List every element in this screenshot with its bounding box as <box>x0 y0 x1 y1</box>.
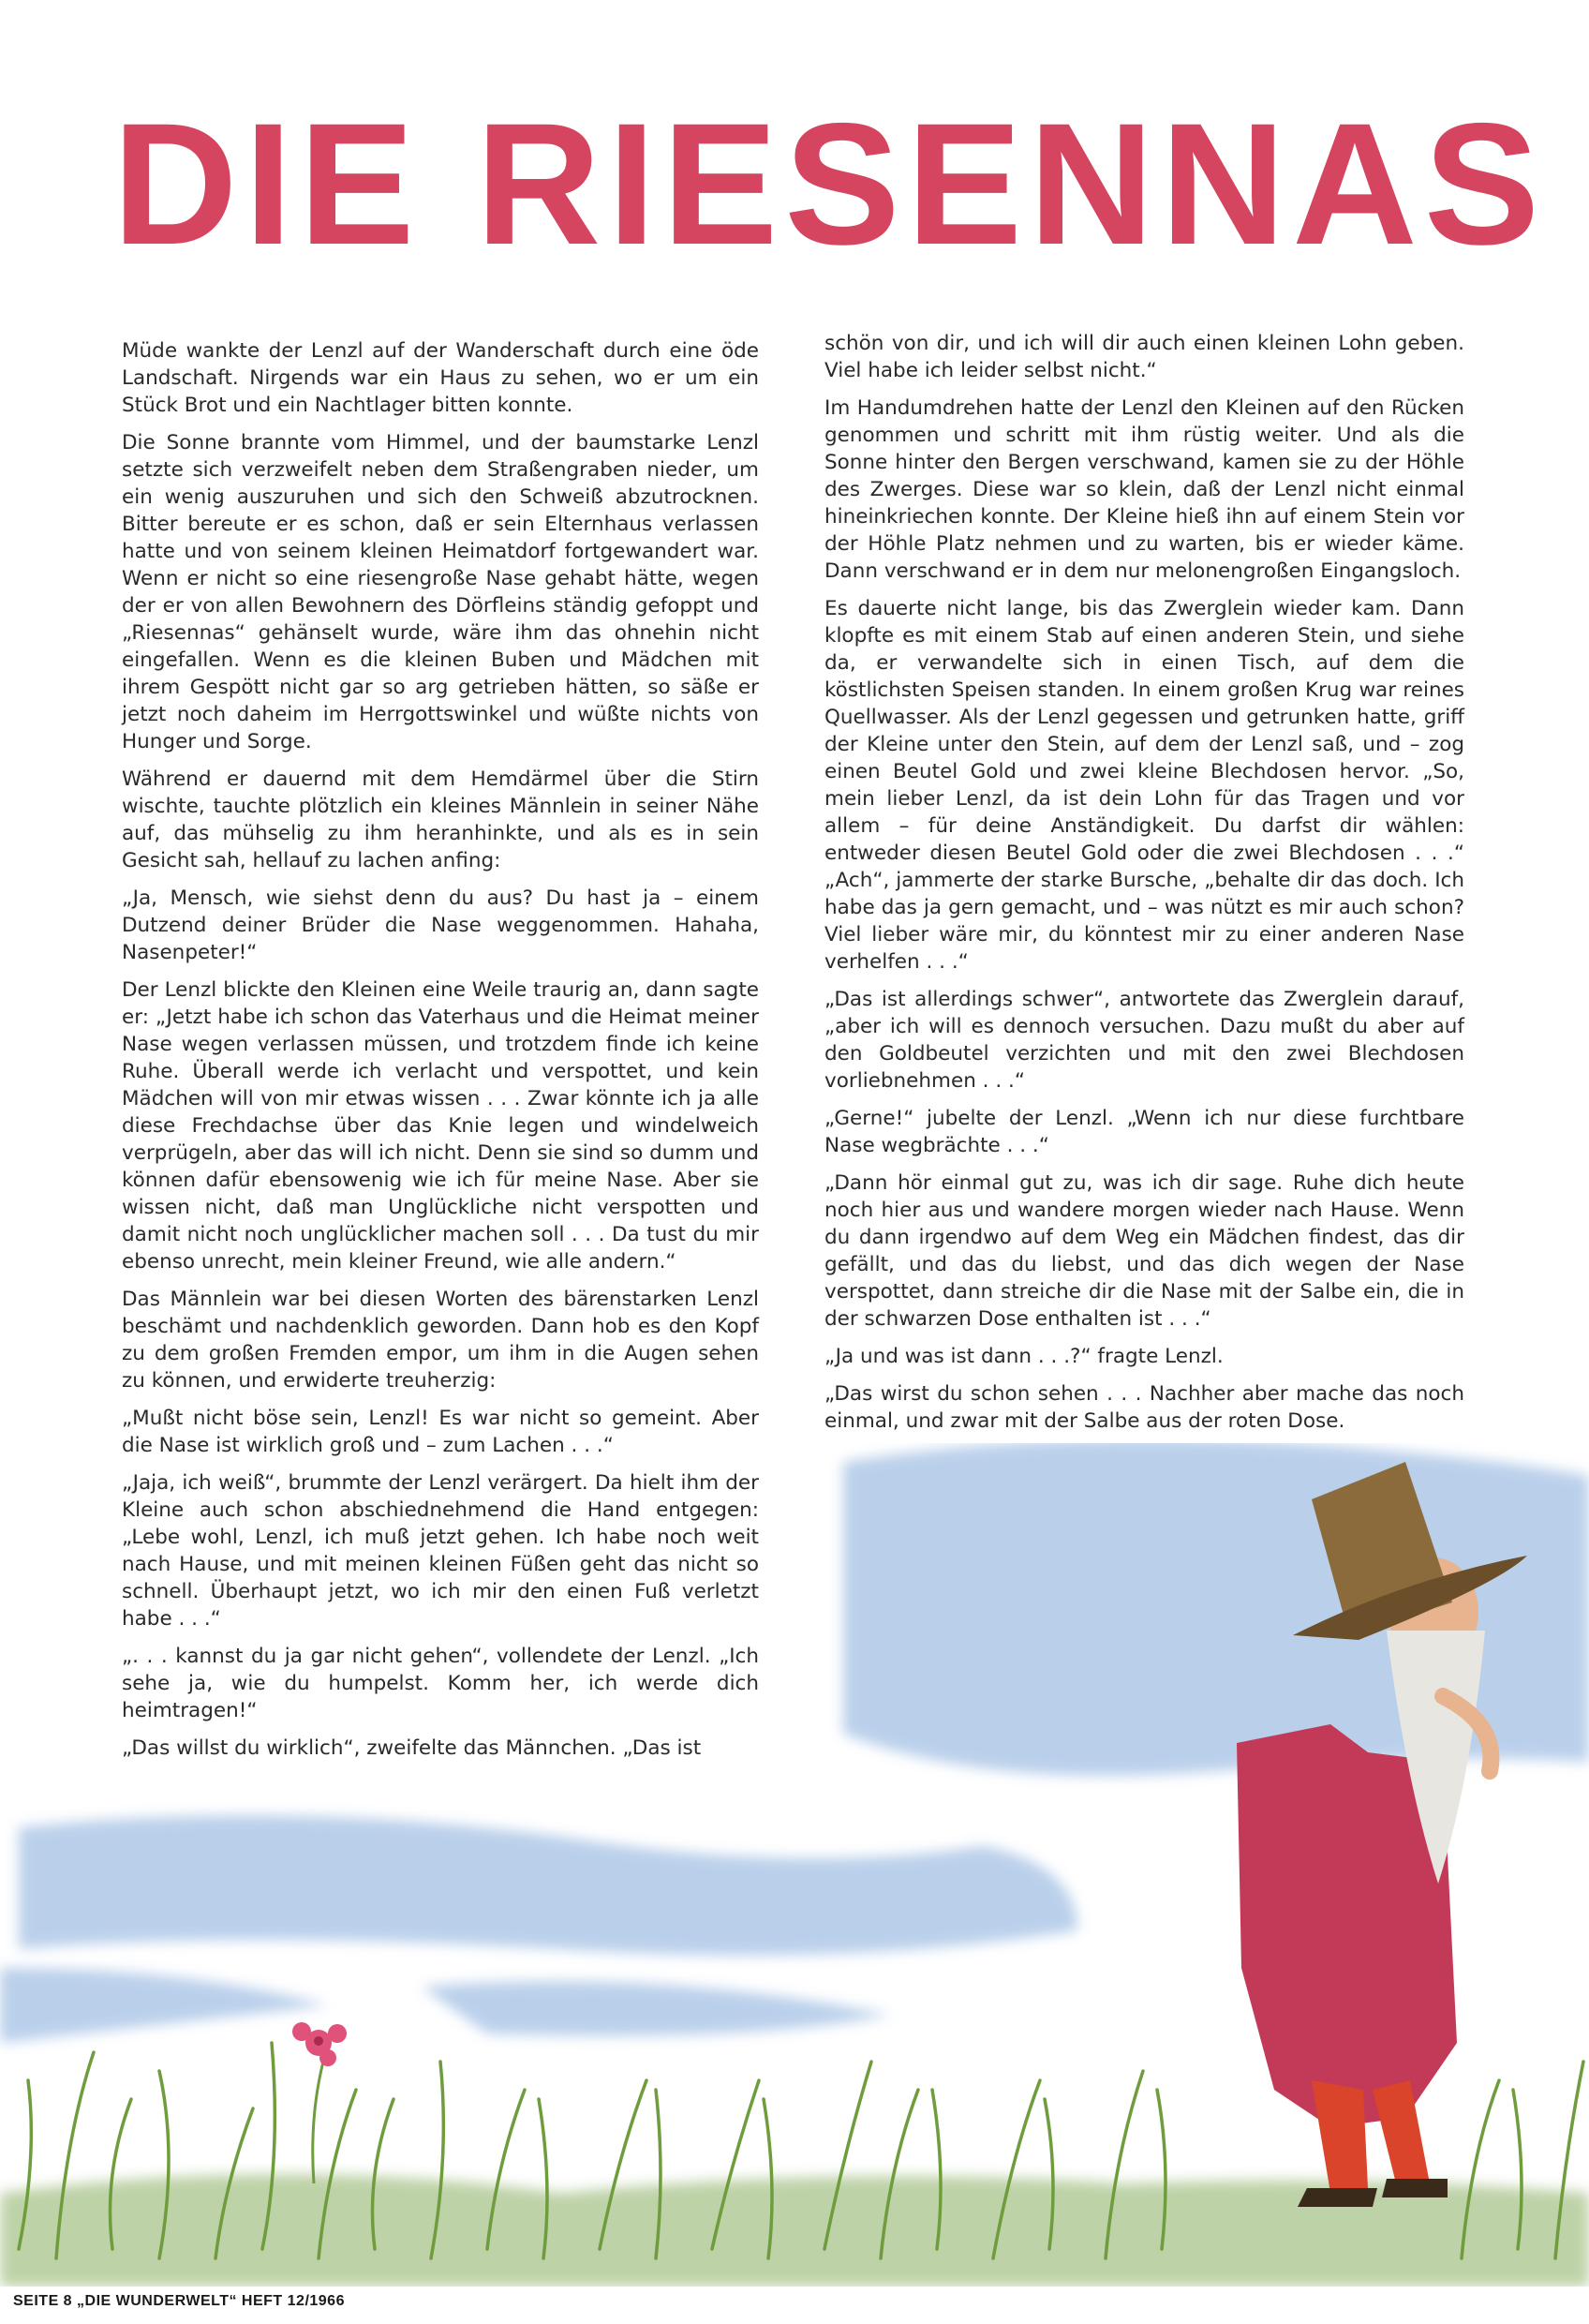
text-column-right <box>824 330 1464 1445</box>
paragraph: Während er dauernd mit dem Hemdärmel über die Stirn wischte, tauchte plötzlich ein kleines Männlein in seiner Nähe auf, das mühselig zu ihm heranhinkte, und als es in sein Gesicht sah, hellauf zu lachen anfing: <box>122 767 759 872</box>
paragraph: Die Sonne brannte vom Himmel, und der baumstarke Lenzl setzte sich verzweifelt neben dem Straßengraben nieder, um ein wenig auszuruhen und sich den Schweiß abzutrocknen. Bitter bereute er es schon, daß er sein Elternhaus verlassen hatte und von seinem kleinen Heimatdorf fortgewandert war. Wenn er nicht so eine riesengroße Nase gehabt hätte, wegen der er von allen Bewohnern des Dörfleins ständig gefoppt und „Riesennas“ gehänselt wurde, wäre ihm das ohnehin nicht eingefallen. Wenn es die kleinen Buben und Mädchen mit ihrem Gespött nicht gar so arg getrieben hätten, so säße er jetzt noch daheim im Herrgottswinkel und wüßte nichts von Hunger und Sorge. <box>122 431 759 753</box>
paragraph: „Dann hör einmal gut zu, was ich dir sage. Ruhe dich heute noch hier aus und wandere morgen wieder nach Hause. Wenn du dann irgendwo auf dem Weg ein Mädchen findest, das dir gefällt, und das du liebst, und das dich wegen der Nase verspottet, dann streiche dir die Nase mit der Salbe ein, die in der schwarzen Dose enthalten ist . . .“ <box>824 1171 1464 1331</box>
paragraph: „Jaja, ich weiß“, brummte der Lenzl verärgert. Da hielt ihm der Kleine auch schon abschiednehmend die Hand entgegen: „Lebe wohl, Lenzl, ich muß jetzt gehen. Ich habe noch weit nach Hause, und mit meinen kleinen Füßen geht das nicht so schnell. Überhaupt jetzt, wo ich mir den einen Fuß verletzt habe . . .“ <box>122 1471 759 1631</box>
paragraph: „Gerne!“ jubelte der Lenzl. „Wenn ich nur diese furchtbare Nase wegbrächte . . .“ <box>824 1107 1464 1157</box>
paragraph: „Das ist allerdings schwer“, antwortete das Zwerglein darauf, „aber ich will es dennoch versuchen. Dazu mußt du aber auf den Goldbeutel verzichten und mit den zwei Blechdosen vorliebnehmen . . .“ <box>824 988 1464 1093</box>
paragraph: schön von dir, und ich will dir auch einen kleinen Lohn geben. Viel habe ich leider selbst nicht.“ <box>824 332 1464 382</box>
page-title: DIE RIESENNAS <box>112 88 1547 281</box>
paragraph: Es dauerte nicht lange, bis das Zwerglein wieder kam. Dann klopfte es mit einem Stab auf einen anderen Stein, und siehe da, er verwandelte sich in einen Tisch, auf dem die köstlichsten Speisen standen. In einem großen Krug war reines Quellwasser. Als der Lenzl gegessen und getrunken hatte, griff der Kleine unter den Stein, auf dem der Lenzl saß, und – zog einen Beutel Gold und zwei kleine Blechdosen hervor. „So, mein lieber Lenzl, da ist dein Lohn für das Tragen und vor allem – für deine Anständigkeit. Du darfst dir wählen: entweder diesen Beutel Gold oder die zwei Blechdosen . . .“ „Ach“, jammerte der starke Bursche, „behalte dir das doch. Ich habe das ja gern gemacht, und – was nützt es mir auch schon? Viel lieber wäre mir, du könntest mir zu einer anderen Nase verhelfen . . .“ <box>824 597 1464 974</box>
paragraph: Das Männlein war bei diesen Worten des bärenstarken Lenzl beschämt und nachdenklich geworden. Dann hob es den Kopf zu dem großen Fremden empor, um ihm in die Augen sehen zu können, und erwiderte treuherzig: <box>122 1288 759 1393</box>
paragraph: „Ja, Mensch, wie siehst denn du aus? Du hast ja – einem Dutzend deiner Brüder die Nase weggenommen. Hahaha, Nasenpeter!“ <box>122 886 759 964</box>
paragraph: Müde wankte der Lenzl auf der Wanderschaft durch eine öde Landschaft. Nirgends war ein Haus zu sehen, wo er um ein Stück Brot und ein Nachtlager bitten konnte. <box>122 339 759 417</box>
paragraph: Im Handumdrehen hatte der Lenzl den Kleinen auf den Rücken genommen und schritt mit ihm rüstig weiter. Und als die Sonne hinter den Bergen verschwand, kamen sie zu der Höhle des Zwerges. Diese war so klein, daß der Lenzl nicht einmal hineinkriechen konnte. Der Kleine hieß ihn auf einem Stein vor der Höhle Platz nehmen und zu warten, bis er wieder käme. Dann verschwand er in dem nur melonengroßen Eingangsloch. <box>824 396 1464 583</box>
dwarf-meadow-illustration <box>0 1443 1589 2287</box>
paragraph: „Das wirst du schon sehen . . . Nachher aber mache das noch einmal, und zwar mit der Salbe aus der roten Dose. <box>824 1382 1464 1433</box>
paragraph: „. . . kannst du ja gar nicht gehen“, vollendete der Lenzl. „Ich sehe ja, wie du humpelst. Komm her, ich werde dich heimtragen!“ <box>122 1645 759 1722</box>
paragraph: Der Lenzl blickte den Kleinen eine Weile traurig an, dann sagte er: „Jetzt habe ich schon das Vaterhaus und die Heimat meiner Nase wegen verlassen müssen, und trotzdem finde ich keine Ruhe. Überall werde ich verlacht und verspottet, und kein Mädchen will von mir etwas wissen . . . Zwar könnte ich ja alle diese Frechdachse über das Knie legen und windelweich verprügeln, aber das will ich nicht. Denn sie sind so dumm und können dafür ebensowenig wie ich für meine Nase. Aber sie wissen nicht, daß man Unglückliche nicht verspotten und damit nicht noch unglücklicher machen soll . . . Da tust du mir ebenso unrecht, mein kleiner Freund, wie alle andern.“ <box>122 978 759 1274</box>
flower-illustration <box>292 2022 347 2183</box>
paragraph: „Ja und was ist dann . . .?“ fragte Lenzl. <box>824 1345 1224 1368</box>
paragraph: „Mußt nicht böse sein, Lenzl! Es war nicht so gemeint. Aber die Nase ist wirklich groß und – zum Lachen . . .“ <box>122 1407 759 1457</box>
page-footer: SEITE 8 „DIE WUNDERWELT“ HEFT 12/1966 <box>13 2293 345 2309</box>
paragraph: „Das willst du wirklich“, zweifelte das Männchen. „Das ist <box>122 1736 702 1760</box>
